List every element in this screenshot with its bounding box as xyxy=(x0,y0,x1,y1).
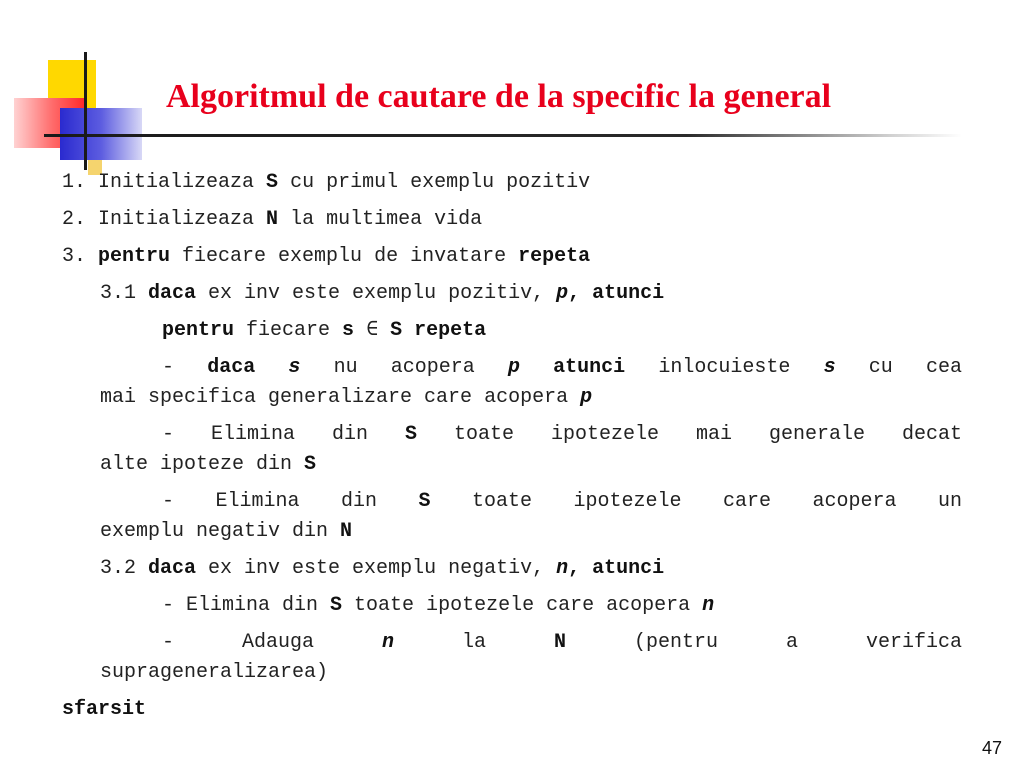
step-3-1-loop: pentru fiecare s ∈ S repeta xyxy=(162,319,487,342)
end-keyword: sfarsit xyxy=(62,698,147,721)
slide-body xyxy=(62,168,962,732)
step-3-2-add: - Adauga n la N (pentru a verifica suprageneralizarea) xyxy=(100,631,962,684)
step-3-1-remove-negative: - Elimina din S toate ipotezele care acopera un exemplu negativ din N xyxy=(100,490,963,543)
step-3-2: 3.2 daca ex inv este exemplu negativ, n, atunci xyxy=(100,557,665,580)
step-3-1: 3.1 daca ex inv este exemplu pozitiv, p, atunci xyxy=(100,282,665,305)
step-3-1-replace: - daca s nu acopera p atunci inlocuieste s cu cea mai specifica generalizare care acopera p xyxy=(100,356,962,409)
step-3-2-remove: - Elimina din S toate ipotezele care acopera n xyxy=(162,594,715,617)
decor-vertical-line xyxy=(84,52,87,170)
step-3: 3. pentru fiecare exemplu de invatare repeta xyxy=(62,245,591,268)
step-1: 1. Initializeaza S cu primul exemplu pozitiv xyxy=(62,171,591,194)
title-underline xyxy=(44,134,962,137)
page-number: 47 xyxy=(981,738,1002,758)
step-3-1-remove-general: - Elimina din S toate ipotezele mai generale decat alte ipoteze din S xyxy=(100,423,962,476)
step-2: 2. Initializeaza N la multimea vida xyxy=(62,208,483,231)
slide-title: Algoritmul de cautare de la specific la general xyxy=(166,78,832,115)
